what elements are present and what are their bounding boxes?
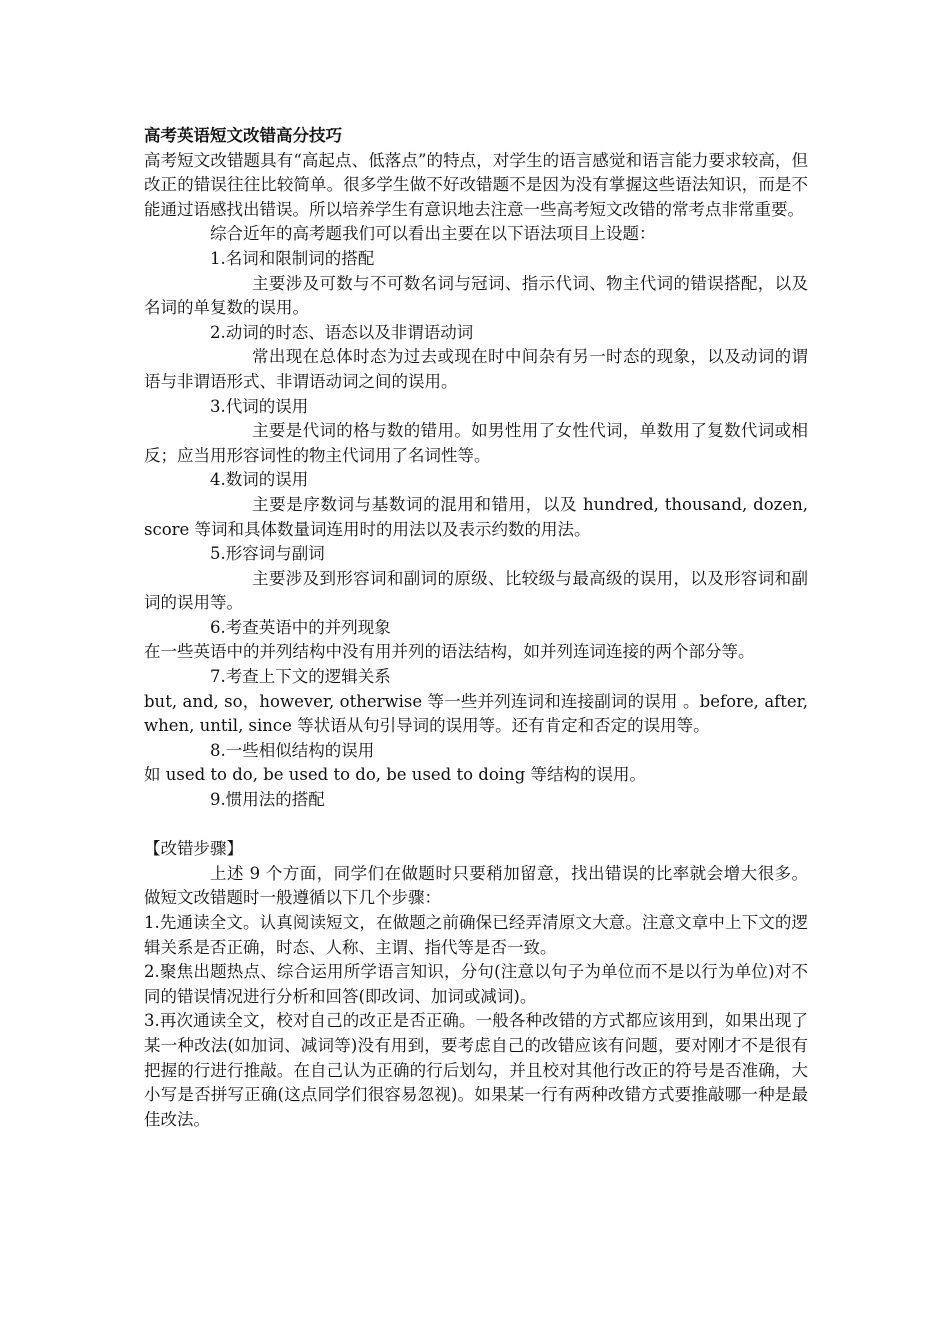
item-heading: 4.数词的误用 [210,470,309,490]
steps-heading: 【改错步骤】 [144,839,243,859]
item-body: 常出现在总体时态为过去或现在时中间杂有另一时态的现象，以及动词的谓语与非谓语形式、非谓语动词之间的误用。 [144,347,808,391]
item-body: 如 used to do, be used to do, be used to doing 等结构的误用。 [144,765,646,785]
item-body: but, and, so，however, otherwise 等一些并列连词和连接副词的误用 。before, after, when, until, since 等状语从句引导词的误用等。还有肯定和否定的误用等。 [144,691,808,736]
item-body: 主要涉及到形容词和副词的原级、比较级与最高级的误用，以及形容词和副词的误用等。 [144,568,808,613]
item-body: 主要是代词的格与数的错用。如男性用了女性代词，单数用了复数代词或相反；应当用形容词性的物主代词用了名词性等。 [144,421,808,465]
document-title: 高考英语短文改错高分技巧 [144,126,342,145]
step-paragraph: 1.先通读全文。认真阅读短文，在做题之前确保已经弄清原文大意。注意文章中上下文的逻辑关系是否正确，时态、人称、主谓、指代等是否一致。 [144,913,808,957]
item-heading: 7.考查上下文的逻辑关系 [210,667,391,687]
intro-paragraph: 高考短文改错题具有“高起点、低落点”的特点，对学生的语言感觉和语言能力要求较高，但改正的错误往往比较简单。很多学生做不好改错题不是因为没有掌握这些语法知识，而是不能通过语感找出错误。所以培养学生有意识地去注意一些高考短文改错的常考点非常重要。 [144,150,808,219]
item-body: 主要是序数词与基数词的混用和错用，以及 hundred, thousand, dozen, score 等词和具体数量词连用时的用法以及表示约数的用法。 [144,494,808,539]
step-paragraph: 2.聚焦出题热点、综合运用所学语言知识，分句(注意以句子为单位而不是以行为单位)对不同的错误情况进行分析和回答(即改词、加词或减词)。 [144,962,808,1006]
item-heading: 5.形容词与副词 [210,544,325,564]
document-page [144,124,808,1132]
item-heading: 3.代词的误用 [210,396,309,416]
paragraph-gap [144,813,808,838]
item-heading: 9.惯用法的搭配 [210,790,325,810]
item-heading: 6.考查英语中的并列现象 [210,617,391,637]
item-body: 在一些英语中的并列结构中没有用并列的语法结构，如并列连词连接的两个部分等。 [144,642,755,662]
steps-intro: 上述 9 个方面，同学们在做题时只要稍加留意，找出错误的比率就会增大很多。做短文改错题时一般遵循以下几个步骤： [144,863,808,908]
item-body: 主要涉及可数与不可数名词与冠词、指示代词、物主代词的错误搭配，以及名词的单复数的误用。 [144,273,808,318]
step-paragraph: 3.再次通读全文，校对自己的改正是否正确。一般各种改错的方式都应该用到，如果出现了某一种改法(如加词、减词等)没有用到，要考虑自己的改错应该有问题，要对刚才不是很有把握的行进行推敲。在自己认为正确的行后划勾，并且校对其他行改正的符号是否准确，大小写是否拼写正确(这点同学们很容易忽视)。如果某一行有两种改错方式要推敲哪一种是最佳改法。 [144,1011,808,1129]
summary-line: 综合近年的高考题我们可以看出主要在以下语法项目上设题： [210,224,656,244]
item-heading: 8.一些相似结构的误用 [210,740,375,760]
item-heading: 2.动词的时态、语态以及非谓语动词 [210,322,474,342]
item-heading: 1.名词和限制词的搭配 [210,248,375,268]
